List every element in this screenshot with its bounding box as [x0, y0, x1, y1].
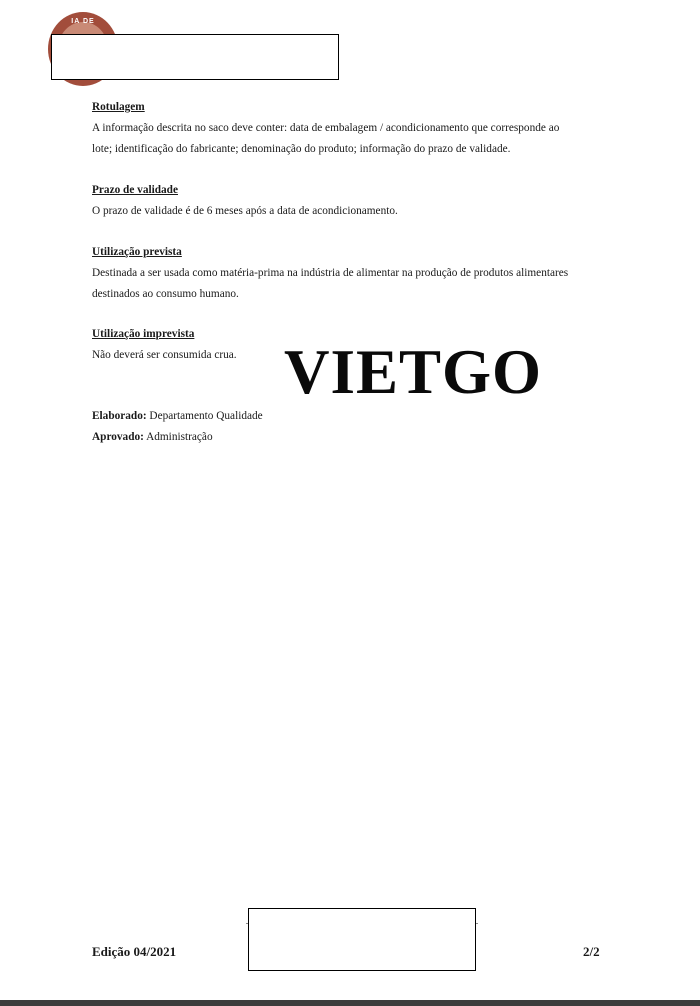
section-text-line: lote; identificação do fabricante; denominação do produto; informação do prazo de validade. [92, 143, 511, 155]
section-rotulagem [92, 97, 612, 160]
page-number: 2/2 [583, 944, 600, 959]
aprovado-line [92, 427, 612, 448]
section-heading: Rotulagem [92, 101, 145, 113]
section-heading: Prazo de validade [92, 184, 178, 196]
section-text-line: A informação descrita no saco deve conter: data de embalagem / acondicionamento que corresponde ao [92, 122, 560, 134]
elaborado-value: Departamento Qualidade [146, 410, 263, 422]
watermark-text: VIETGO [284, 337, 543, 407]
aprovado-label: Aprovado: [92, 431, 144, 443]
viewer-bottom-bar [0, 1000, 700, 1006]
edition-label: Edição 04/2021 [92, 944, 177, 959]
aprovado-value: Administração [143, 431, 213, 443]
section-text-line: O prazo de validade é de 6 meses após a data de acondicionamento. [92, 205, 398, 217]
logo-text: IA DE [71, 18, 95, 25]
section-text-line: destinados ao consumo humano. [92, 288, 239, 300]
elaborado-label: Elaborado: [92, 410, 147, 422]
section-text-line: Não deverá ser consumida crua. [92, 349, 237, 361]
section-heading: Utilização prevista [92, 246, 182, 258]
signoff-block [92, 406, 612, 448]
section-utilizacao-prevista [92, 242, 612, 305]
section-prazo-validade [92, 180, 612, 222]
section-text-line: Destinada a ser usada como matéria-prima na indústria de alimentar na produção de produtos alimentares [92, 267, 569, 279]
redacted-footer-box [248, 908, 476, 971]
redacted-header-box [51, 34, 339, 80]
section-heading: Utilização imprevista [92, 328, 195, 340]
